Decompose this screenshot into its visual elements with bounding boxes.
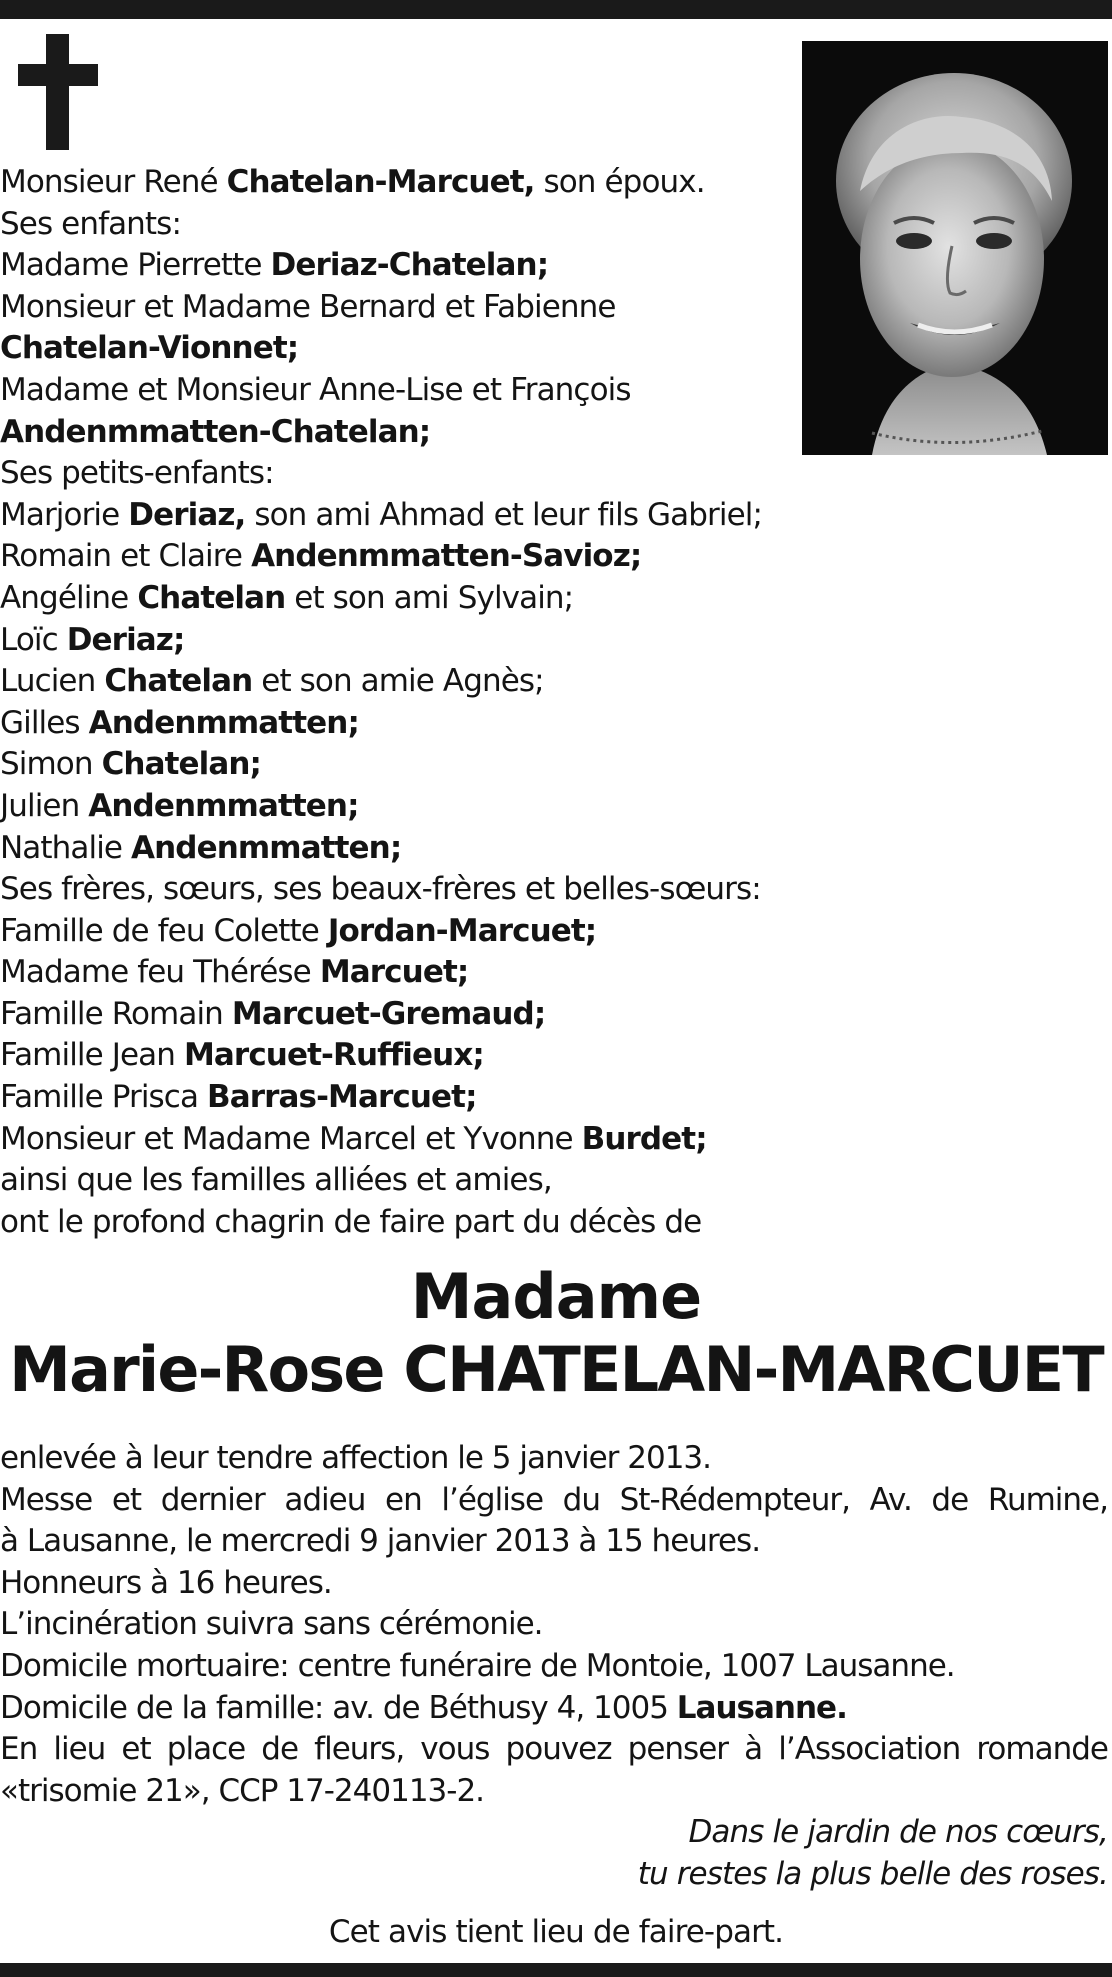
family-line xyxy=(0,911,1000,953)
family-line xyxy=(0,204,1000,246)
family-line xyxy=(0,245,1000,287)
family-line-name: Chatelan-Marcuet, xyxy=(226,164,535,200)
family-line-name: Andenmmatten; xyxy=(88,787,359,824)
details-line: Honneurs à 16 heures. xyxy=(0,1564,332,1601)
details-line: à Lausanne, le mercredi 9 janvier 2013 à 15 heures. xyxy=(0,1523,761,1560)
family-line-text: Famille Romain xyxy=(0,995,232,1032)
details-bold: Lausanne. xyxy=(676,1689,847,1726)
family-line-name: Chatelan xyxy=(104,663,253,700)
family-line-text: Famille Jean xyxy=(0,1037,184,1074)
family-line-text: Julien xyxy=(0,787,89,824)
family-line xyxy=(0,703,1000,745)
details-line: Messe et dernier adieu en l’église du St-Rédempteur, Av. de Rumine, xyxy=(0,1481,1108,1518)
family-line-text: Angéline xyxy=(0,579,138,616)
family-line-text: Monsieur René xyxy=(0,164,227,200)
family-line xyxy=(0,661,1000,703)
family-line-name: Andenmmatten-Chatelan; xyxy=(0,413,431,450)
family-line xyxy=(0,1119,1000,1161)
family-line-name: Barras-Marcuet; xyxy=(207,1079,477,1116)
family-line-text: Simon xyxy=(0,746,102,783)
family-line xyxy=(0,370,1000,412)
family-line xyxy=(0,1160,1000,1202)
details-line: En lieu et place de fleurs, vous pouvez penser à l’Association romande xyxy=(0,1731,1108,1768)
family-line-text: Loïc xyxy=(0,621,67,658)
family-line-name: Marcuet-Ruffieux; xyxy=(183,1037,484,1074)
family-line-name: Marcuet; xyxy=(319,954,469,991)
family-line-text: Gilles xyxy=(0,704,89,741)
deceased-block xyxy=(0,1262,1112,1405)
details-line: Domicile mortuaire: centre funéraire de Montoie, 1007 Lausanne. xyxy=(0,1647,955,1684)
family-line-text: et son amie Agnès; xyxy=(252,663,544,700)
family-line xyxy=(0,952,1000,994)
family-line-name: Chatelan; xyxy=(101,746,262,783)
family-line-name: Chatelan-Vionnet; xyxy=(0,330,299,367)
cross-icon xyxy=(18,34,98,150)
details-line xyxy=(0,1688,1108,1730)
funeral-details xyxy=(0,1438,1108,1812)
family-line-text: Monsieur et Madame Marcel et Yvonne xyxy=(0,1120,582,1157)
top-rule xyxy=(0,0,1112,19)
family-line-name: Jordan-Marcuet; xyxy=(327,912,597,949)
poem-line: Dans le jardin de nos cœurs, xyxy=(688,1814,1108,1850)
family-line-text: Madame feu Thérése xyxy=(0,954,320,991)
family-line xyxy=(0,162,1000,204)
family-list xyxy=(0,162,1000,1243)
family-line xyxy=(0,578,1000,620)
poem-line: tu restes la plus belle des roses. xyxy=(637,1855,1108,1892)
details-line: L’incinération suivra sans cérémonie. xyxy=(0,1606,543,1643)
family-line-text: Monsieur et Madame Bernard et Fabienne xyxy=(0,288,616,325)
family-line-text: son époux. xyxy=(534,164,705,200)
details-line: enlevée à leur tendre affection le 5 janvier 2013. xyxy=(0,1440,711,1476)
family-line-text: Nathalie xyxy=(0,829,132,866)
family-line-name: Deriaz-Chatelan; xyxy=(270,247,549,284)
family-line xyxy=(0,994,1000,1036)
family-line-name: Andenmmatten; xyxy=(131,829,402,866)
family-line-text: Romain et Claire xyxy=(0,538,252,575)
family-line xyxy=(0,287,1000,329)
footer-note xyxy=(0,1912,1112,1954)
bottom-rule xyxy=(0,1963,1112,1977)
details-line: «trisomie 21», CCP 17-240113-2. xyxy=(0,1772,485,1809)
poem xyxy=(400,1812,1108,1895)
family-line-text: Lucien xyxy=(0,663,105,700)
family-line-text: son ami Ahmad et leur fils Gabriel; xyxy=(245,496,763,533)
deceased-title: Madame xyxy=(410,1260,702,1333)
family-line-text: Madame et Monsieur Anne-Lise et François xyxy=(0,371,631,408)
family-line xyxy=(0,1077,1000,1119)
family-line xyxy=(0,786,1000,828)
family-line-text: et son ami Sylvain; xyxy=(285,579,574,616)
family-line xyxy=(0,453,1000,495)
family-line xyxy=(0,869,1000,911)
family-line xyxy=(0,1202,1000,1244)
family-line-text: Ses enfants: xyxy=(0,205,181,242)
family-line-text: ont le profond chagrin de faire part du décès de xyxy=(0,1203,702,1240)
family-line-text: Marjorie xyxy=(0,496,129,533)
family-line-name: Chatelan xyxy=(137,579,286,616)
family-line xyxy=(0,495,1000,537)
family-line xyxy=(0,1035,1000,1077)
family-line-name: Andenmmatten-Savioz; xyxy=(251,538,642,575)
family-line-name: Marcuet-Gremaud; xyxy=(231,995,546,1032)
family-line xyxy=(0,536,1000,578)
family-line xyxy=(0,328,1000,370)
family-line xyxy=(0,828,1000,870)
family-line-name: Andenmmatten; xyxy=(88,704,359,741)
family-line-name: Deriaz, xyxy=(128,496,246,533)
family-line-text: Famille de feu Colette xyxy=(0,912,328,949)
family-line-text: ainsi que les familles alliées et amies, xyxy=(0,1162,552,1199)
deceased-name: Marie-Rose CHATELAN-MARCUET xyxy=(9,1333,1103,1406)
details-text: Domicile de la famille: av. de Béthusy 4, 1005 xyxy=(0,1689,677,1726)
family-line-text: Madame Pierrette xyxy=(0,247,271,284)
family-line-name: Deriaz; xyxy=(66,621,185,658)
family-line-name: Burdet; xyxy=(581,1120,707,1157)
family-line-text: Famille Prisca xyxy=(0,1079,207,1116)
family-line xyxy=(0,412,1000,454)
family-line xyxy=(0,620,1000,662)
family-line-text: Ses petits-enfants: xyxy=(0,455,274,492)
family-line xyxy=(0,744,1000,786)
family-line-text: Ses frères, sœurs, ses beaux-frères et belles-sœurs: xyxy=(0,871,761,908)
footer-text: Cet avis tient lieu de faire-part. xyxy=(328,1914,784,1950)
